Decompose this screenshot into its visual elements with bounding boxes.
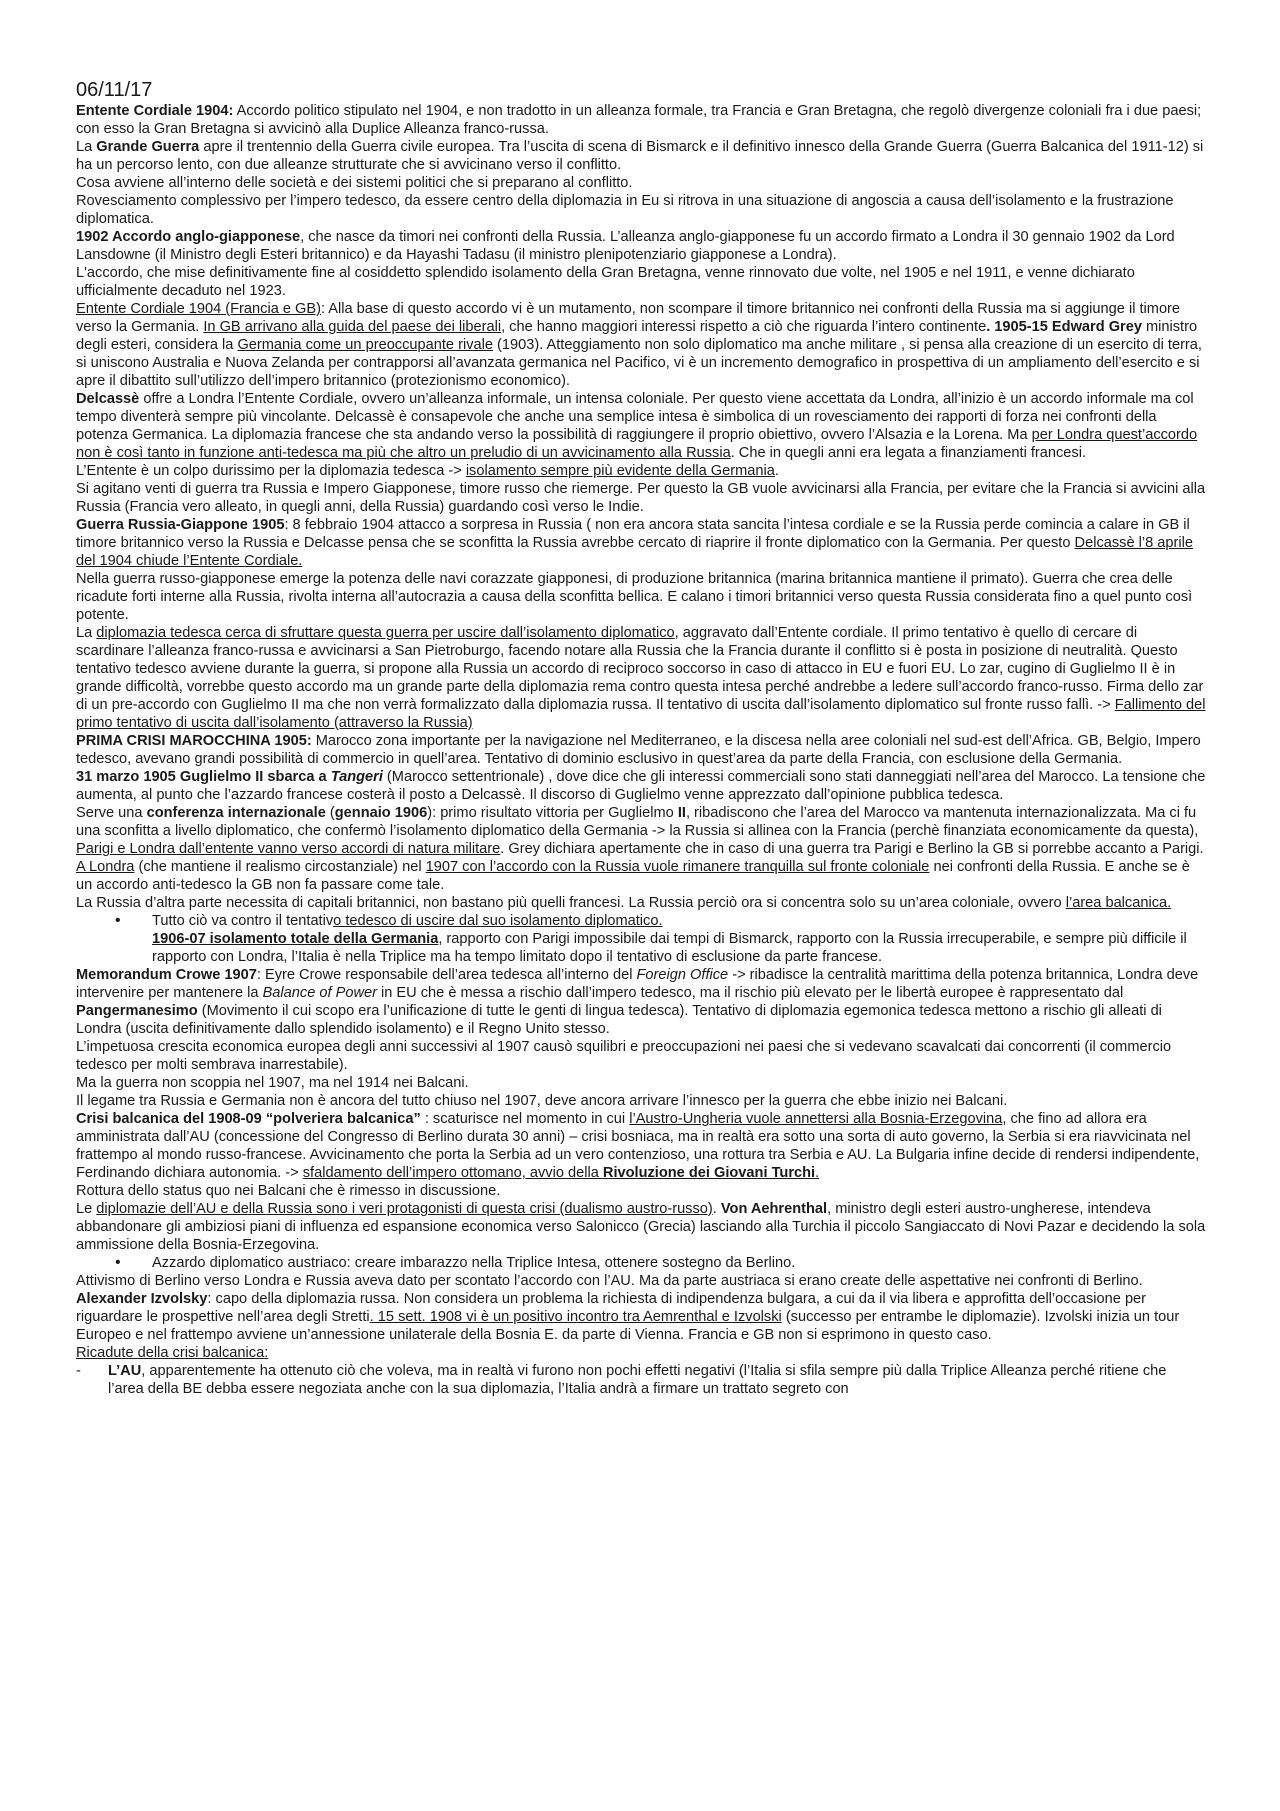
paragraph-status-quo: Rottura dello status quo nei Balcani che è rimesso in discussione.: [76, 1183, 501, 1199]
paragraph-accordo-rinnovato: L'accordo, che mise definitivamente fine al cosiddetto splendido isolamento della Gran Bretagna, venne rinnovato due volte, nel 1905 e nel 1911, e venne dichiarato ufficialmente decaduto nel 1923.: [76, 265, 1135, 299]
section-heading-ricadute: Ricadute della crisi balcanica:: [76, 1345, 269, 1361]
document-date: 06/11/17: [76, 79, 153, 101]
bullet-list-isolamento: [76, 912, 1206, 966]
paragraph-entente-francia-gb: Entente Cordiale 1904 (Francia e GB): Alla base di questo accordo vi è un mutamento, non scompare il timore britannico nei confronti della Russia ma si aggiunge il timore verso la Germania. In GB arrivano alla guida del paese dei liberali, che hanno maggiori interessi rispetto a ciò che riguarda l’intero continente. 1905-15 Edward Grey ministro degli esteri, considera la Germania come un preoccupante rivale (1903). Atteggiamento non solo diplomatico ma anche militare , si pensa alla creazione di un esercito di terra, si uniscono Australia e Nuova Zelanda per contrapporsi all’avanzata germanica nel Pacifico, vi è un incremento demografico in prospettiva di un ampliamento dell’esercito e si apre il dibattito sull’utilizzo dell’impero britannico (protezionismo economico).: [76, 301, 1202, 389]
paragraph-londra-1907: A Londra (che mantiene il realismo circostanziale) nel 1907 con l’accordo con la Russia vuole rimanere tranquilla sul fronte coloniale nei confronti della Russia. E anche se è un accordo anti-tedesco la GB non fa passare come tale.: [76, 859, 1190, 893]
paragraph-delcasse: Delcassè offre a Londra l’Entente Cordiale, ovvero un’alleanza informale, un intensa coloniale. Per questo viene accettata da Londra, all’inizio è un accordo informale ma col tempo diventerà sempre più vincolante. Delcassè è consapevole che anche una semplice intesa è simbolica di un rovesciamento dei rapporti di forza nei confronti della potenza Germanica. La diplomazia francese che sta andando verso la possibilità di raggiungere il proprio obiettivo, ovvero l’Alsazia e la Lorena. Ma per Londra quest’accordo non è così tanto in funzione anti-tedesca ma più che altro un preludio di un avvicinamento alla Russia. Che in quegli anni era legata a finanziamenti francesi.: [76, 391, 1198, 461]
paragraph-grande-guerra: La Grande Guerra apre il trentennio della Guerra civile europea. Tra l’uscita di scena di Bismarck e il definitivo innesco della Grande Guerra (Guerra Balcanica del 1911-12) si ha un percorso lento, con due alleanze strutturate che si avvicinano verso il conflitto.: [76, 139, 1204, 173]
paragraph-entente-cordiale: Entente Cordiale 1904: Accordo politico stipulato nel 1904, e non tradotto in un alleanza formale, tra Francia e Gran Bretagna, che regolò divergenze coloniali fra i due paesi; con esso la Gran Bretagna si avvicinò alla Duplice Alleanza franco-russa.: [76, 103, 1202, 137]
heading-entente-cordiale: Entente Cordiale 1904:: [76, 103, 234, 119]
paragraph-russia-capitali: La Russia d’altra parte necessita di capitali britannici, non bastano più quelli francesi. La Russia perciò ora si concentra solo su un’area coloniale, ovvero l’area balcanica.: [76, 895, 1172, 911]
paragraph-crescita-economica: L’impetuosa crescita economica europea degli anni successivi al 1907 causò squilibri e preoccupazioni nei paesi che si vedevano scavalcati dai concorrenti (il commercio tedesco per molti sembrava inarrestabile).: [76, 1039, 1172, 1073]
paragraph-guerra-1914: Ma la guerra non scoppia nel 1907, ma nel 1914 nei Balcani.: [76, 1075, 469, 1091]
paragraph-diplomazie-au-russia: Le diplomazie dell’AU e della Russia sono i veri protagonisti di questa crisi (dualismo austro-russo). Von Aehrenthal, ministro degli esteri austro-ungherese, intendeva abbandonare gli ambiziosi piani di influenza ed espansione economica verso Salonicco (Grecia) lasciando alla Turchia il piccolo Sangiaccato di Novi Pazar e decidendo la sola ammissione della Bosnia-Erzegovina.: [76, 1201, 1206, 1253]
paragraph-attivismo-berlino: Attivismo di Berlino verso Londra e Russia aveva dato per scontato l’accordo con l’AU. Ma da parte austriaca si erano create delle aspettative nei confronti di Berlino.: [76, 1273, 1143, 1289]
paragraph-societa: Cosa avviene all’interno delle società e dei sistemi politici che si preparano al conflitto.: [76, 175, 633, 191]
list-item: • Tutto ciò va contro il tentativo tedesco di uscire dal suo isolamento diplomatico. 1906-07 isolamento totale della Germania, rapporto con Parigi impossibile dai tempi di Bismarck, rapporto con la Russia irrecuperabile, e sempre più difficile il rapporto con Londra, l’Italia è nella Triplice ma ha tempo limitato dopo il tentativo di esclusione da parte francese.: [152, 912, 1206, 966]
paragraph-izvolsky: Alexander Izvolsky: capo della diplomazia russa. Non considera un problema la richiesta di indipendenza bulgara, a cui da il via libera e approfitta dell’occasione per riguardare le prospettive nell’area degli Stretti. 15 sett. 1908 vi è un positivo incontro tra Aemrenthal e Izvolski (successo per entrambe le diplomazie). Izvolski inizia un tour Europeo e nel frattempo avviene un’annessione unilaterale della Bosnia E. da parte di Vienna. Francia e GB non si esprimono in questo caso.: [76, 1291, 1180, 1343]
paragraph-navi-corazzate: Nella guerra russo-giapponese emerge la potenza delle navi corazzate giapponesi, di produzione britannica (marina britannica mantiene il primato). Guerra che crea delle ricadute forti interne alla Russia, rivolta interna all’autocrazia a causa della sconfitta bellica. E calano i timori britannici verso questa Russia considerata fino a quel punto così potente.: [76, 571, 1193, 623]
paragraph-tangeri: 31 marzo 1905 Guglielmo II sbarca a Tangeri (Marocco settentrionale) , dove dice che gli interessi commerciali sono stati danneggiati nell’area del Marocco. La tensione che aumenta, al punto che l’azzardo francese costerà il posto a Delcassè. Il discorso di Guglielmo venne apprezzato dall’opinione pubblica tedesca.: [76, 769, 1206, 803]
paragraph-legame-russia-germania: Il legame tra Russia e Germania non è ancora del tutto chiuso nel 1907, deve ancora arrivare l’innesco per la guerra che ebbe inizio nei Balcani.: [76, 1093, 1008, 1109]
paragraph-prima-crisi-marocchina: PRIMA CRISI MAROCCHINA 1905: Marocco zona importante per la navigazione nel Mediterraneo, e la discesa nella aree coloniali nel sud-est dell’Africa. GB, Belgio, Impero tedesco, avevano grandi possibilità di commercio in quell’area. Tentativo di dominio esclusivo in quest’area da parte della Francia, con esclusione della Germania.: [76, 733, 1201, 767]
paragraph-crisi-balcanica: Crisi balcanica del 1908-09 “polveriera balcanica” : scaturisce nel momento in cui l’Austro-Ungheria vuole annettersi alla Bosnia-Erzegovina, che fino ad allora era amministrata dall’AU (concessione del Congresso di Berlino durata 30 anni) – crisi bosniaca, ma in realtà era sotto una sorta di auto governo, la Serbia si era riavvicinata nel frattempo al mondo russo-francese. Avvicinamento che porta la Serbia ad un vero contenzioso, una rottura tra Serbia e AU. La Bulgaria infine decide di rendersi indipendente, Ferdinando dichiara autonomia. -> sfaldamento dell’impero ottomano, avvio della Rivoluzione dei Giovani Turchi.: [76, 1111, 1200, 1181]
paragraph-rovesciamento: Rovesciamento complessivo per l’impero tedesco, da essere centro della diplomazia in Eu si ritrova in una situazione di angoscia a causa dell’isolamento e la frustrazione diplomatica.: [76, 193, 1174, 227]
paragraph-diplomazia-tedesca: La diplomazia tedesca cerca di sfruttare questa guerra per uscire dall’isolamento diplomatico, aggravato dall’Entente cordiale. Il primo tentativo è quello di cercare di scardinare l’alleanza franco-russa e avvicinarsi a San Pietroburgo, facendo notare alla Russia che la Francia durante il conflitto si è posta in posizione di neutralità. Questo tentativo tedesco avviene durante la guerra, si propone alla Russia un accordo di reciproco soccorso in caso di attacco in EU e fuori EU. Lo zar, cugino di Guglielmo II è in grande difficoltà, vorrebbe questo accordo ma un grande parte della diplomazia rema contro questa intesa perché andrebbe a ledere sull’accordo franco-russo. Firma dello zar di un pre-accordo con Guglielmo II ma che non verrà formalizzato dalla diplomazia russa. Il tentativo di uscita dall’isolamento diplomatico sul fronte russo fallì. -> Fallimento del primo tentativo di uscita dall’isolamento (attraverso la Russia): [76, 625, 1206, 731]
notes-body: [76, 78, 1206, 1398]
paragraph-venti-di-guerra: Si agitano venti di guerra tra Russia e Impero Giapponese, timore russo che riemerge. Per questo la GB vuole avvicinarsi alla Francia, per evitare che la Francia si avvicini alla Russia (Francia vero alleato, in quegli anni, della Russia) guardando così verso le Indie.: [76, 481, 1206, 515]
paragraph-conferenza: Serve una conferenza internazionale (gennaio 1906): primo risultato vittoria per Guglielmo II, ribadiscono che l’area del Marocco va mantenuta internazionalizzata. Ma ci fu una sconfitta a livello diplomatico, che confermò l’isolamento diplomatico della Germania -> la Russia si allinea con la Francia (perchè finanziata economicamente da questa), Parigi e Londra dall’entente vanno verso accordi di natura militare. Grey dichiara apertamente che in caso di una guerra tra Parigi e Berlino la GB si porrebbe accanto a Parigi.: [76, 805, 1204, 857]
list-item: • Azzardo diplomatico austriaco: creare imbarazzo nella Triplice Intesa, ottenere sostegno da Berlino.: [152, 1254, 1206, 1272]
paragraph-guerra-russia-giappone: Guerra Russia-Giappone 1905: 8 febbraio 1904 attacco a sorpresa in Russia ( non era ancora stata sancita l’intesa cordiale e se la Russia perde comincia a calare in GB il timore britannico verso la Russia e Delcasse pensa che se sconfitta la Russia avrebbe cercato di riaprire il fronte diplomatico con la Germania. Per questo Delcassè l’8 aprile del 1904 chiude l’Entente Cordiale.: [76, 517, 1193, 569]
paragraph-colpo-durissimo: L’Entente è un colpo durissimo per la diplomazia tedesca -> isolamento sempre più evidente della Germania.: [76, 463, 779, 479]
paragraph-memorandum-crowe: Memorandum Crowe 1907: Eyre Crowe responsabile dell’area tedesca all’interno del Foreign Office -> ribadisce la centralità marittima della potenza britannica, Londra deve intervenire per mantenere la Balance of Power in EU che è messa a rischio dall’impero tedesco, ma il rischio più elevato per le libertà europee è rappresentato dal Pangermanesimo (Movimento il cui scopo era l’unificazione di tutte le genti di lingua tedesca). Tentativo di diplomazia egemonica tedesca mettono a rischio gli alleati di Londra (uscita definitivamente dallo splendido isolamento) e il Regno Unito stesso.: [76, 967, 1199, 1037]
dash-item-au: - L’AU, apparentemente ha ottenuto ciò che voleva, ma in realtà vi furono non pochi effetti negativi (l’Italia si sfila sempre più dalla Triplice Alleanza perché ritiene che l’area della BE debba essere negoziata anche con la sua diplomazia, l’Italia andrà a firmare un trattato segreto con: [76, 1362, 1206, 1398]
bullet-list-azzardo: [76, 1254, 1206, 1272]
paragraph-accordo-anglo-giapponese: 1902 Accordo anglo-giapponese, che nasce da timori nei confronti della Russia. L’alleanza anglo-giapponese fu un accordo firmato a Londra il 30 gennaio 1902 da Lord Lansdowne (il Ministro degli Esteri britannico) e da Hayashi Tadasu (il ministro plenipotenziario giapponese a Londra).: [76, 229, 1175, 263]
